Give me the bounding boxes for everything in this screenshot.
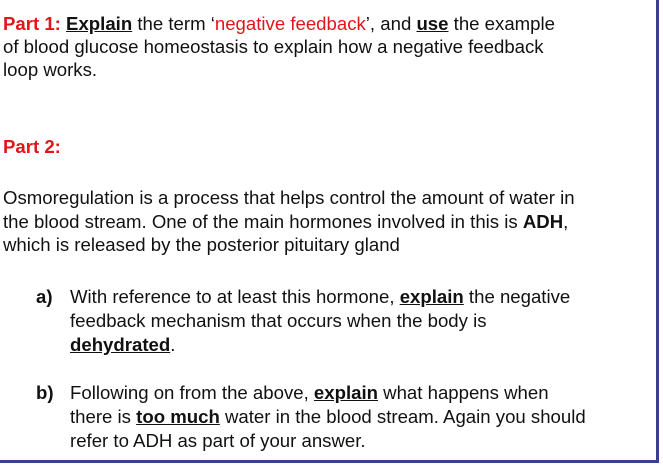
part2-heading: Part 2: bbox=[3, 136, 61, 157]
part2-intro-line2 bbox=[3, 210, 568, 233]
adh-keyword: ADH bbox=[522, 211, 564, 232]
question-a-text: the negative bbox=[463, 286, 571, 307]
part1-line2: of blood glucose homeostasis to explain how a negative feedback bbox=[3, 36, 544, 57]
explain-keyword: explain bbox=[313, 382, 378, 403]
question-b bbox=[0, 381, 650, 456]
part2-intro-text: the blood stream. One of the main hormones involved in this is bbox=[3, 211, 523, 232]
question-b-line1 bbox=[70, 381, 549, 405]
part1-heading: Part 1: bbox=[3, 13, 61, 34]
explain-keyword: explain bbox=[399, 286, 464, 307]
question-b-marker: b) bbox=[36, 382, 54, 403]
explain-keyword: Explain bbox=[66, 13, 133, 34]
part1-text: the example bbox=[448, 13, 555, 34]
question-a-text: With reference to at least this hormone, bbox=[70, 286, 400, 307]
question-a-line3 bbox=[70, 333, 175, 357]
part2-intro-line3: which is released by the posterior pituitary gland bbox=[3, 234, 400, 255]
use-keyword: use bbox=[416, 13, 449, 34]
question-b-text: there is bbox=[70, 406, 137, 427]
question-b-text: what happens when bbox=[378, 382, 549, 403]
part1-text: the term ‘ bbox=[132, 13, 215, 34]
part1-line1 bbox=[3, 12, 555, 35]
question-a-text: . bbox=[170, 334, 176, 355]
part1-line3: loop works. bbox=[3, 59, 98, 80]
part1-text: ’, and bbox=[365, 13, 417, 34]
question-a bbox=[0, 285, 650, 360]
part2-intro-text: , bbox=[563, 211, 569, 232]
question-b-text: water in the blood stream. Again you should bbox=[219, 406, 586, 427]
question-b-line2 bbox=[70, 405, 586, 429]
question-a-line2: feedback mechanism that occurs when the body is bbox=[70, 310, 487, 331]
question-a-marker: a) bbox=[36, 286, 53, 307]
question-b-line3: refer to ADH as part of your answer. bbox=[70, 430, 366, 451]
dehydrated-keyword: dehydrated bbox=[70, 334, 171, 355]
question-b-text: Following on from the above, bbox=[70, 382, 314, 403]
question-a-line1 bbox=[70, 285, 570, 309]
too-much-keyword: too much bbox=[136, 406, 220, 427]
part2-intro-line1: Osmoregulation is a process that helps control the amount of water in bbox=[3, 187, 575, 208]
negative-feedback-term: negative feedback bbox=[214, 13, 366, 34]
